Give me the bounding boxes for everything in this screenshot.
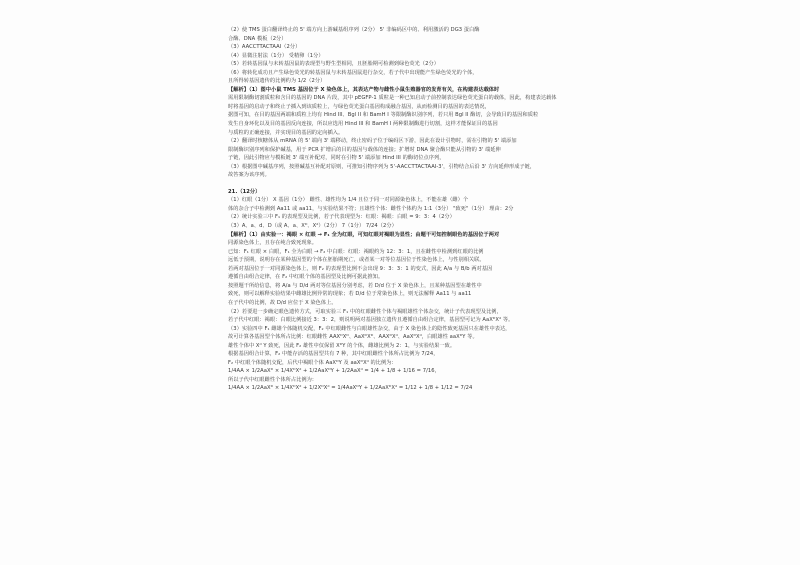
text-line: （4）显微注射法（1分） 受精卵（1分） xyxy=(228,52,324,59)
text-line: 故可计算各基因型个体所占比例：红眼雌性 AAXᴰXᴰ、AaXᴰXᴰ、AAXᴰXᵈ、AaXᴰXᵈ，白眼雄性 aaXᴰY 等。 xyxy=(228,334,478,341)
text-line: 故答案为该序列。 xyxy=(228,172,270,179)
text-line: 需用限制酶切割质粒和含目的基因的 DNA 片段，其中 pEGFP-1 质粒是一种已知启动子前控制表达绿色荧光蛋白的载体，因此，构建表达载体 xyxy=(228,95,557,102)
text-line: 发生自身环化以及目的基因反向连接，所以应选用 Hind III 和 BamH I 两种限制酶进行切割，这样才能保证目的基因 xyxy=(228,121,498,128)
text-line: 在子代中的比例，故 D/d 应位于 X 染色体上。 xyxy=(228,299,337,306)
text-line: 雄性个体中 Xᵈ Y 致死，因此 F₂ 雄性中仅保留 XᴰY 的个体，雌雄比例为 2：1，与实验结果一致。 xyxy=(228,342,456,349)
text-line: （2）使 TMS 蛋白翻译终止的 5' 端方向上游碱基组序列（2分） 5' 非编码区中的、利用激活的 DG3 蛋白酶 xyxy=(228,27,480,33)
text-line: 按照题干所给信息，将 A/a 与 D/d 两对等位基因分别考虑，若 D/d 位于 X 染色体上，且某种基因型在雄性中 xyxy=(228,282,482,289)
answer-text-block xyxy=(228,26,600,393)
analysis-line: 【解析】（1）图中小鼠 TMS 基因位于 X 染色体上，其表达产物与雌性小鼠生殖器官的发育有关，在构建表达载体时 xyxy=(228,86,500,93)
text-line: 据图可知，在目的基因两端和质粒上均有 Hind III、Bgl II 和 BamH I 等限制酶识别序列，若只用 Bgl II 酶切，会导致目的基因和质粒 xyxy=(228,112,539,119)
text-line: （5）若转基因鼠与未转基因鼠的表现型与野生型相同，且胚胎期可检测到绿色荧光（2分） xyxy=(228,61,439,68)
text-line: （2）统计实验三中 F₁ 的表现型及比例，若子代表现型为：红眼：褐眼：白眼 = 9：3：4（2分） xyxy=(228,214,455,221)
text-line: （3）A、a、d、D（或 A、a、Xᴰ、Xᵈ）（2分） 7（1分） 7/24（2分） xyxy=(228,223,397,230)
text-line: 若两对基因位于一对同源染色体上，则 F₂ 的表现型比例不会出现 9：3：3：1 的变式，因此 A/a 与 B/b 两对基因 xyxy=(228,265,493,272)
text-line: 子链，因此引物应与模板链 3' 端互补配对，同时在引物 5' 端添加 Hind III 的酶切位点序列， xyxy=(228,155,445,162)
text-line: 若子代中红眼：褐眼：白眼比例接近 3：3：2，则说明两对基因独立遗传且遵循自由组合定律，基因型可记为 AaXᴰXᵈ 等。 xyxy=(228,317,514,324)
text-line: （3）实验四中 F₁ 雌雄个体随机交配，F₂ 中红眼雌性与白眼雄性杂交，由于 X 染色体上的隐性致死基因只在雄性中表达， xyxy=(228,325,511,332)
text-line: （6）将转化成功且产生绿色荧光的转基因鼠与未转基因鼠进行杂交，若子代中出现能产生绿色荧光的个体， xyxy=(228,69,478,76)
text-line: 体的杂合子中检测到 Aa11 或 aa11，与实验结果不符；且雄性个体：雌性个体约为 1:1（3分） "致死"（1分） 理由：2分 xyxy=(228,205,514,212)
analysis-line: 【解析】（1）由实验一：褐眼 × 红眼 → F₁ 全为红眼，可知红眼对褐眼为显性；由题干可知控制眼色的基因位于两对 xyxy=(228,231,500,238)
text-line: 致死，则可以解释实验结果中雌雄比例异常的现象；若 D/d 位于常染色体上，则无法解释 Aa11 与 aa11 xyxy=(228,291,472,298)
text-line: 合酶、DNA 模板（2分） xyxy=(228,35,287,42)
text-line: 限制酶识别序列和保护碱基，用于 PCR 扩增后的目的基因与载体的连接；扩增时 DNA 聚合酶只能从引物的 3' 端延伸 xyxy=(228,146,501,153)
text-line: （2）若要进一步确定眼色遗传方式，可取实验三 F₁ 中的红眼雌性个体与褐眼雄性个体杂交，统计子代表现型及比例， xyxy=(228,308,502,315)
text-line: （1）红眼（1分） X 基因（1分） 雌性、雄性均为 1/4 且位于同一对同源染色体上，不能在雄（雌）个 xyxy=(228,197,469,204)
section-gap xyxy=(228,180,600,188)
text-line: 且所得转基因遗传的比例约为 1/2（2分） xyxy=(228,78,326,85)
text-line: 已知：F₁ 红眼 × 白眼，F₁ 全为白眼 → F₂ 中白眼：红眼：褐眼约为 12：3：1，且在雌性中检测到红眼的比例 xyxy=(228,248,484,255)
question-number: 21.（12分） xyxy=(228,188,261,195)
formula-line: 1/4AA × 1/2AaXᴰ × 1/4XᴰXᵈ + 1/2AaXᴰY + 1/2AaXᵈ = 1/4 + 1/8 + 1/16 = 7/16， xyxy=(228,368,440,375)
text-line: 同源染色体上，且存在纯合致死现象。 xyxy=(228,240,318,247)
text-line: （3）根据图中碱基序列，按照碱基互补配对原则，可推知引物序列为 5'-AACCTTACTAAI-3'，引物结合后沿 3' 方向延伸形成子链， xyxy=(228,163,536,170)
text-line: 所以子代中红眼雌性个体所占比例为： xyxy=(228,376,318,383)
text-line: （2）翻译时核糖体从 mRNA 的 5' 端向 3' 端移动，终止密码子位于编码区下游，因此在设计引物时，需在引物的 5' 端添加 xyxy=(228,138,517,145)
text-line: 远低于预期，说明存在某种基因型的个体在胚胎期死亡，或者某一对等位基因位于性染色体上，与性别相关联。 xyxy=(228,257,485,264)
text-line: F₂ 中红眼个体随机交配，后代中褐眼个体 AaXᴰY 及 aaXᴰXᵈ 的比例为： xyxy=(228,359,397,366)
text-line: （3）AACCTTACTAAI（2分） xyxy=(228,44,301,51)
text-line: 遵循自由组合定律，在 F₂ 中红眼个体的基因型及比例可据此推知。 xyxy=(228,274,384,281)
text-line: 时将基因的启动子和终止子插入到该质粒上，与绿色荧光蛋白基因构成融合基因，从而检测目的基因的表达情况， xyxy=(228,103,490,110)
formula-line: 1/4AA × 1/2AaXᴰ × 1/4XᴰXᵈ + 1/2XᴰXᵈ = 1/4AaXᴰY + 1/2AaXᴰXᵈ = 1/12 + 1/8 + 1/12 = 7/24 xyxy=(228,385,473,392)
text-line: 与质粒的正确连接，并实现目的基因的定向插入。 xyxy=(228,129,344,136)
text-line: 根据基因组合计算，F₂ 中能存活的基因型共有 7 种，其中红眼雌性个体所占比例为 7/24， xyxy=(228,351,439,358)
